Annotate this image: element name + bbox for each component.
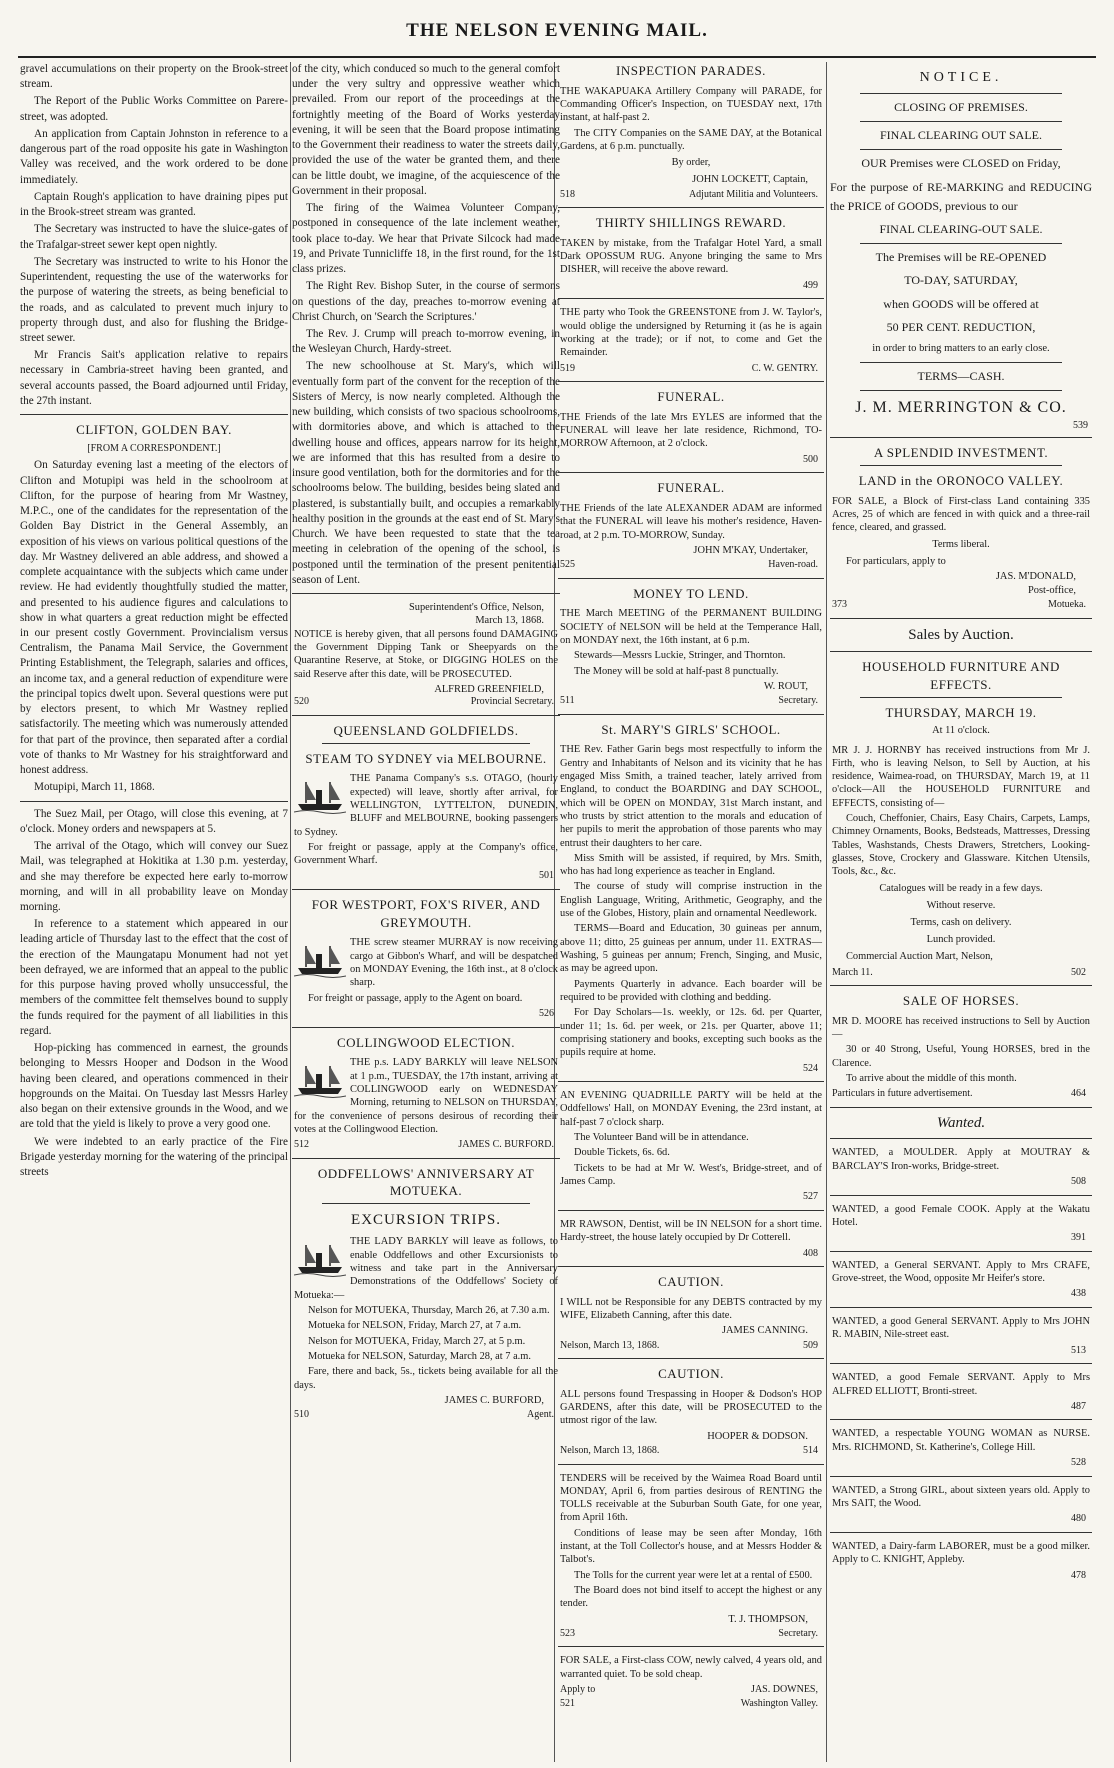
notice-line: CLOSING OF PREMISES. <box>894 100 1028 115</box>
signature-title: Post-office, <box>1027 585 1076 597</box>
advert-heading: EXCURSION TRIPS. <box>351 1212 501 1229</box>
advert-footer <box>832 1231 1090 1245</box>
notice-title: NOTICE. <box>919 70 1003 85</box>
paragraph: of the city, which conduced so much to the general comfort under the very sultry and oppressive weather which prevailed. From our report of the proceedings at the fortnightly meeting of the Board of Works yesterday evening, it will be seen that the Board propose intimating to the Government their readiness to water the streets daily, provided the use of the water be granted them, and there can be little doubt, we imagine, of the acquiescence of the Government in their proposal. <box>292 63 560 197</box>
advert-body: For freight or passage, apply at the Company's office, Government Wharf. <box>294 841 558 867</box>
info-line: Catalogues will be ready in a few days. <box>879 882 1043 894</box>
order-line: By order, <box>671 157 711 169</box>
masthead <box>0 0 1114 46</box>
advert-body: TAKEN by mistake, from the Trafalgar Hotel Yard, a small Dark OPOSSUM RUG. Anyone bringing the same to Mrs DISHER, will receive the above reward. <box>560 237 822 276</box>
paragraph: The Right Rev. Bishop Suter, in the course of sermons on questions of the day, preaches to-morrow evening at Christ Church, on 'Search the Scriptures.' <box>292 280 560 323</box>
paragraph: The Suez Mail, per Otago, will close this evening, at 7 o'clock. Money orders and newspapers at 5. <box>20 807 288 835</box>
advert-footer <box>832 1087 1090 1101</box>
advert-footer <box>832 966 1090 980</box>
signature-title: Secretary. <box>778 1627 818 1639</box>
advert-number: 539 <box>1073 419 1088 431</box>
info-line: Lunch provided. <box>926 934 996 946</box>
advert-number: 464 <box>1071 1088 1086 1100</box>
advert-footer <box>560 1697 822 1711</box>
advert-body: Couch, Cheffonier, Chairs, Easy Chairs, Carpets, Lamps, Chimney Ornaments, Books, Bedsteads, Mattresses, Dressing Tables, Washstands, Chests Drawers, Stretchers, Looking-glasses, Stove, Crockery and Glassware. Kitchen Utensils, Tools, &c., &c. <box>832 813 1090 878</box>
divider <box>292 1158 560 1159</box>
advert-body: NOTICE is hereby given, that all persons found DAMAGING the Government Dipping Tank or Sheepyards on the Quarantine Reserve, at Stoke, or DIGGING HOLES on the said Reserve after this date, will be PROSECUTED. <box>294 628 558 680</box>
signature-title: Adjutant Militia and Volunteers. <box>688 188 818 200</box>
advert-footer <box>560 1683 822 1697</box>
signature: HOOPER & DODSON. <box>707 1430 808 1442</box>
advert-number: 511 <box>560 695 575 707</box>
advert-footer <box>294 1007 558 1021</box>
divider <box>830 985 1092 986</box>
time-line: At 11 o'clock. <box>932 725 990 737</box>
advert-number: 519 <box>560 362 575 374</box>
signature-title: Agent. <box>527 1409 554 1421</box>
signature: JAMES C. BURFORD. <box>458 1139 554 1151</box>
paragraph: The Secretary was instructed to write to his Honor the Superintendent, requesting the use of the waterworks for the purpose of watering the streets, as being beneficial to the roads, and as calculated to prevent much injury to property through dust, and also for flushing the Bridge-street sewer. <box>20 255 288 344</box>
wanted-ad <box>830 1313 1092 1358</box>
date-line: Nelson, March 13, 1868. <box>560 1339 660 1351</box>
signature: JAMES C. BURFORD, <box>444 1394 544 1406</box>
advert-body: WANTED, a good General SERVANT. Apply to Mrs JOHN R. MABIN, Nile-street east. <box>832 1316 1090 1341</box>
divider <box>292 1027 560 1028</box>
divider <box>860 362 1062 363</box>
advert-footer <box>560 1627 822 1641</box>
date-line: March 11. <box>832 966 873 978</box>
divider <box>292 593 560 594</box>
advert-money <box>558 605 824 708</box>
advert-body: WANTED, a General SERVANT. Apply to Mrs CRAFE, Grove-street, the Wood, opposite Mr Heifer's store. <box>832 1259 1090 1285</box>
advert-body: THE screw steamer MURRAY is now receiving cargo at Gibbon's Wharf, and will be despatched on MONDAY Evening, the 16th inst., at 8 o'clock sharp. <box>350 937 558 989</box>
divider <box>558 1646 824 1647</box>
paragraph: Mr Francis Sait's application relative to repairs necessary in Cambria-street having been granted, and several accounts passed, the Board adjourned until Friday, the 27th instant. <box>20 349 288 407</box>
advert-number: 480 <box>1071 1513 1086 1525</box>
advert-body: THE p.s. LADY BARKLY will leave NELSON at 1 p.m., TUESDAY, the 17th instant, arriving at COLLINGWOOD early on WEDNESDAY Morning, returning to NELSON on THURSDAY, for the convenience of persons desirous of recording their votes at the Collingwood Election. <box>294 1057 558 1135</box>
advert-hornby <box>830 742 1092 981</box>
advert-number: 512 <box>294 1139 309 1151</box>
divider <box>830 1532 1092 1533</box>
advert-footer <box>294 1138 558 1152</box>
advert-footer <box>294 869 558 883</box>
advert-footer <box>832 1175 1090 1189</box>
steamship-icon <box>294 1058 346 1098</box>
wanted-ad <box>830 1369 1092 1414</box>
column-3 <box>558 62 824 1762</box>
advert-body: The Board does not bind itself to accept the highest or any tender. <box>560 1585 822 1610</box>
advert-caution-canning <box>558 1294 824 1353</box>
advert-heading: MONEY TO LEND. <box>633 585 749 601</box>
advert-otago <box>292 770 560 884</box>
signature-title: Haven-road. <box>768 559 818 571</box>
column-1 <box>20 62 288 1762</box>
advert-number: 408 <box>803 1247 818 1259</box>
signature: JAMES CANNING. <box>721 1325 808 1337</box>
advert-reward <box>558 235 824 294</box>
paragraph: In reference to a statement which appeared in our leading article of Thursday last to the effect that the cost of the erection of the Maungatapu Monument had not yet been defrayed, we are informed that an appeal to the public for this purpose having proved wholly unsuccessful, the members of the committee felt themselves bound to supply the funds required for the payment of all liabilities in this regard. <box>20 918 288 1037</box>
divider <box>292 889 560 890</box>
signature-title: Secretary. <box>778 695 818 707</box>
advert-number: 501 <box>539 870 554 882</box>
info-line: Terms, cash on delivery. <box>910 916 1012 928</box>
advert-funeral-eyles <box>558 409 824 468</box>
advert-body: To arrive about the middle of this month. <box>846 1073 1017 1085</box>
signature: C. W. GENTRY. <box>751 362 818 374</box>
wanted-ad <box>830 1482 1092 1527</box>
advert-number: 373 <box>832 599 847 611</box>
divider <box>558 1464 824 1465</box>
advert-number: 500 <box>803 453 818 465</box>
wanted-ad <box>830 1201 1092 1246</box>
advert-land <box>830 493 1092 613</box>
advert-body: Miss Smith will be assisted, if required, by Mrs. Smith, who has had long experience as teacher in England. <box>560 852 822 878</box>
signature: JOHN M'KAY, Undertaker, <box>693 544 808 556</box>
advert-body: THE Friends of the late Mrs EYLES are informed that the FUNERAL will leave her late residence, Richmond, TO-MORROW Afternoon, at 2 o'clock. <box>560 411 822 450</box>
divider <box>830 1195 1092 1196</box>
article-subheading: [FROM A CORRESPONDENT.] <box>87 442 221 454</box>
advert-heading: CAUTION. <box>658 1366 724 1382</box>
divider <box>860 93 1062 94</box>
section-heading: Sales by Auction. <box>908 626 1014 643</box>
advert-body: For particulars, apply to <box>846 555 946 567</box>
signature: JAS. DOWNES, <box>751 1683 818 1695</box>
advert-heading: STEAM TO SYDNEY via MELBOURNE. <box>305 750 547 766</box>
date-line: Nelson, March 13, 1868. <box>560 1444 660 1456</box>
advert-body: Tickets to be had at Mr W. West's, Bridge-street, and of James Camp. <box>560 1162 822 1187</box>
advert-body: THE LADY BARKLY will leave as follows, to enable Oddfellows and other Excursionists to witness and take part in the Anniversary Demonstrations of the Oddfellows' Society of Motueka:— <box>294 1236 558 1301</box>
advert-cow <box>558 1652 824 1711</box>
advert-heading: CAUTION. <box>658 1274 724 1290</box>
advert-body: The Money will be sold at half-past 8 punctually. <box>574 665 779 677</box>
office-line: Superintendent's Office, Nelson, <box>409 601 544 613</box>
advert-heading: THIRTY SHILLINGS REWARD. <box>595 215 787 231</box>
advert-heading: FUNERAL. <box>657 389 725 405</box>
advert-footer <box>832 1344 1090 1358</box>
advert-footer <box>832 1456 1090 1470</box>
advert-lady-barkly <box>292 1054 560 1152</box>
signature: W. ROUT, <box>763 680 808 692</box>
paragraph: The new schoolhouse at St. Mary's, which will eventually form part of the convent for the reception of the Sisters of Mercy, is now nearly completed. Although the new building, which consists of two spacious schoolrooms, with dormitories above, and which is attached to the dwelling house and offices, appears narrow for its height, we are informed that this has resulted from a desire to insure good ventilation, both for the dormitories and for the schoolrooms below. The building, besides being slated and plastered, is substantially built, and occupies a remarkably healthy position in the grounds at the east end of St. Mary's Church. We have been requested to state that the tea meeting in celebration of the opening of the school, is postponed until the termination of the present penitential season of Lent. <box>292 360 560 586</box>
advert-body: WANTED, a respectable YOUNG WOMAN as NURSE. Mrs. RICHMOND, St. Katherine's, College Hill. <box>832 1428 1090 1453</box>
wanted-ad <box>830 1257 1092 1302</box>
advert-number: 523 <box>560 1627 575 1639</box>
advert-footer <box>832 598 1090 612</box>
advert-body: The course of study will comprise instruction in the English Language, Writing, Arithmetic, Geography, and the use of the Globes, History, plain and ornamental Needlework. <box>560 881 822 920</box>
advert-body: THE Rev. Father Garin begs most respectfully to inform the Gentry and Inhabitants of Nelson and its vicinity that he has engaged Miss Smith, a trained teacher, lately arrived from England, to conduct the BOARDING and DAY SCHOOL, which will be OPEN on MONDAY, 31st March instant, and who trusts by strict attention to the morals and education of her pupils to merit the approbation of those parents who may entrust their daughters to her care. <box>560 744 822 849</box>
info-line: Without reserve. <box>926 899 996 911</box>
divider <box>860 121 1062 122</box>
advert-footer <box>560 188 822 202</box>
advert-body: THE party who Took the GREENSTONE from J. W. Taylor's, would oblige the undersigned by Returning it (as he is again working at the trade); or if not, to come and Get the Remainder. <box>560 307 822 359</box>
advert-body: Particulars in future advertisement. <box>832 1088 973 1100</box>
notice-line: TERMS—CASH. <box>917 368 1005 383</box>
wanted-ad <box>830 1538 1092 1583</box>
advert-number: 508 <box>1071 1175 1086 1187</box>
divider <box>830 651 1092 652</box>
advert-heading: St. MARY'S GIRLS' SCHOOL. <box>601 721 781 737</box>
advert-number: 438 <box>1071 1288 1086 1300</box>
advert-heading: A SPLENDID INVESTMENT. <box>873 445 1049 461</box>
signature-title: Washington Valley. <box>740 1697 818 1709</box>
advert-body: I WILL not be Responsible for any DEBTS contracted by my WIFE, Elizabeth Canning, after this date. <box>560 1296 822 1322</box>
advert-number: 524 <box>803 1062 818 1074</box>
paragraph: The firing of the Waimea Volunteer Company, postponed in consequence of the late inclement weather, took place to-day. We hear that Private Silcock had made 19, and Private Tunnicliffe 18, in the first round, for the 1st class prizes. <box>292 202 560 276</box>
advert-body: WANTED, a Strong GIRL, about sixteen years old. Apply to Mrs SAIT, the Wood. <box>832 1484 1090 1509</box>
advert-number: 525 <box>560 559 575 571</box>
paragraph: The Report of the Public Works Committee on Parere-street, was adopted. <box>20 95 288 123</box>
paragraph: The Rev. J. Crump will preach to-morrow evening, in the Wesleyan Church, Hardy-street. <box>292 327 560 356</box>
advert-heading: SALE OF HORSES. <box>902 993 1020 1009</box>
advert-footer <box>832 1512 1090 1526</box>
advert-heading: ODDFELLOWS' ANNIVERSARY AT MOTUEKA. <box>317 1165 535 1199</box>
column-divider <box>826 62 827 1762</box>
column-divider <box>290 62 291 1762</box>
paragraph: gravel accumulations on their property on the Brook-street stream. <box>20 63 288 91</box>
signature: T. J. THOMPSON, <box>728 1613 808 1625</box>
divider <box>558 1210 824 1211</box>
advert-footer <box>294 696 558 709</box>
divider <box>558 714 824 715</box>
divider <box>860 243 1062 244</box>
terms-line: Terms liberal. <box>932 538 990 550</box>
advert-number: 526 <box>539 1007 554 1019</box>
notice-line: TO-DAY, SATURDAY, <box>904 273 1018 288</box>
advert-inspection <box>558 83 824 202</box>
advert-st-marys <box>558 741 824 1076</box>
trip-line: Nelson for MOTUEKA, Thursday, March 26, at 7.30 a.m. <box>308 1305 550 1317</box>
advert-excursion <box>292 1233 560 1422</box>
advert-horses <box>830 1013 1092 1102</box>
advert-body: For Day Scholars—1s. weekly, or 12s. 6d. per Quarter, under 11; 1s. 6d. per week, or 21s. per Quarter, above 11; comprising stationery and books, excepting such books as the pupils require at home. <box>560 1007 822 1059</box>
advert-body: MR RAWSON, Dentist, will be IN NELSON for a short time. Hardy-street, the house lately occupied by Dr Cotterell. <box>560 1218 822 1244</box>
advert-heading: HOUSEHOLD FURNITURE AND EFFECTS. <box>862 659 1060 693</box>
advert-footer <box>830 419 1092 433</box>
advert-number: 521 <box>560 1697 575 1709</box>
signature-title: Motueka. <box>1047 599 1086 611</box>
divider <box>830 1138 1092 1139</box>
advert-body: ALL persons found Trespassing in Hooper & Dodson's HOP GARDENS, after this date, will be PROSECUTED to the utmost rigor of the law. <box>560 1388 822 1427</box>
signature: JAS. M'DONALD, <box>995 571 1076 583</box>
divider <box>830 1307 1092 1308</box>
advert-funeral-adam <box>558 500 824 573</box>
divider <box>322 743 530 744</box>
advert-body: Commercial Auction Mart, Nelson, <box>846 951 993 963</box>
advert-murray <box>292 934 560 1021</box>
fare-line: Fare, there and back, 5s., tickets being available for all the days. <box>294 1366 558 1391</box>
divider <box>860 390 1062 391</box>
notice-line: in order to bring matters to an early close. <box>872 342 1050 354</box>
steamship-icon <box>294 938 346 978</box>
advert-body: 30 or 40 Strong, Useful, Young HORSES, bred in the Clarence. <box>832 1044 1090 1069</box>
column-4 <box>830 62 1092 1762</box>
divider <box>830 1107 1092 1108</box>
advert-footer <box>560 558 822 572</box>
divider <box>558 298 824 299</box>
column-2 <box>292 62 560 1762</box>
advert-footer <box>560 1062 822 1076</box>
notice-line: 50 PER CENT. REDUCTION, <box>886 319 1036 334</box>
advert-number: 391 <box>1071 1232 1086 1244</box>
divider <box>558 578 824 579</box>
advert-number: 510 <box>294 1409 309 1421</box>
divider <box>292 715 560 716</box>
divider <box>860 697 1062 698</box>
paragraph: Hop-picking has commenced in earnest, the grounds belonging to Messrs Hooper and Dodson in the Wood having been cleared, and operations commenced in their hopgrounds on the Maitai. On Tuesday last Messrs Harley also began on their extensive grounds in the Wood, and we are told that the yield is likely to prove a very good one. <box>20 1042 288 1131</box>
advert-greenstone <box>558 304 824 376</box>
advert-body: For freight or passage, apply to the Agent on board. <box>308 992 523 1004</box>
advert-body: THE Friends of the late ALEXANDER ADAM are informed that the FUNERAL will leave his mother's residence, Haven-road, at 2 p.m. TO-MORROW, Sunday. <box>560 503 822 541</box>
divider <box>558 1081 824 1082</box>
divider <box>830 1419 1092 1420</box>
advert-body: Stewards—Messrs Luckie, Stringer, and Thornton. <box>574 650 786 662</box>
advert-body: TENDERS will be received by the Waimea Road Board until MONDAY, April 6, from parties desirous of RENTING the TOLLS receivable at the Suburban South Gate, for one year, from April 16th. <box>560 1472 822 1524</box>
advert-heading: FUNERAL. <box>657 480 725 496</box>
advert-footer <box>294 1408 558 1422</box>
notice-line: The Premises will be RE-OPENED <box>875 250 1047 265</box>
advert-heading: THURSDAY, MARCH 19. <box>885 704 1037 720</box>
advert-number: 487 <box>1071 1400 1086 1412</box>
advert-footer <box>560 1190 822 1204</box>
merchant-name: J. M. MERRINGTON & CO. <box>855 399 1067 417</box>
advert-footer <box>832 1569 1090 1583</box>
divider <box>860 149 1062 150</box>
advert-body: THE Panama Company's s.s. OTAGO, (hourly expected) will leave, shortly after arrival, for WELLINGTON, LYTTELTON, DUNEDIN, BLUFF and MELBOURNE, booking passengers to Sydney. <box>294 773 558 838</box>
trip-line: Motueka for NELSON, Friday, March 27, at 7 a.m. <box>308 1320 522 1332</box>
divider <box>830 1363 1092 1364</box>
divider <box>322 1203 530 1204</box>
advert-number: 478 <box>1071 1569 1086 1581</box>
advert-heading: QUEENSLAND GOLDFIELDS. <box>333 722 519 738</box>
advert-body: The Tolls for the current year were let at a rental of £500. <box>574 1569 813 1581</box>
date-line: March 13, 1868. <box>475 615 544 627</box>
divider <box>558 381 824 382</box>
advert-body: The CITY Companies on the SAME DAY, at the Botanical Gardens, at 6 p.m. punctually. <box>560 127 822 152</box>
divider <box>558 472 824 473</box>
advert-footer <box>560 453 822 467</box>
paragraph: The arrival of the Otago, which will convey our Suez Mail, was telegraphed at Hokitika at 1.30 p.m. yesterday, and she may therefore be expected here early to-morrow morning, and will in all probability leave on Monday morning. <box>20 840 288 913</box>
advert-footer <box>560 279 822 293</box>
paragraph: An application from Captain Johnston in reference to a dangerous part of the road opposite his gate in Washington Valley was received, and the work ordered to be done immediately. <box>20 127 288 186</box>
advert-caution-hooper <box>558 1386 824 1459</box>
advert-body: THE March MEETING of the PERMANENT BUILDING SOCIETY of NELSON will be held at the Temperance Hall, on MONDAY next, the 16th instant, at 6 p.m. <box>560 608 822 646</box>
advert-body: Payments Quarterly in advance. Each boarder will be required to be provided with clothing and bedding. <box>560 978 822 1003</box>
advert-footer <box>560 1339 822 1353</box>
advert-number: 528 <box>1071 1457 1086 1469</box>
advert-body: MR J. J. HORNBY has received instructions from Mr J. Firth, who is leaving Nelson, to Sell by Auction, at his residence, Waimea-road, on THURSDAY, March 19, at 11 o'clock—All the HOUSEHOLD FURNITURE and EFFECTS, consisting of— <box>832 744 1090 809</box>
steamship-icon <box>294 1237 346 1277</box>
advert-heading: LAND in the ORONOCO VALLEY. <box>858 473 1064 489</box>
advert-notice <box>292 599 560 710</box>
advert-body: FOR SALE, a Block of First-class Land containing 335 Acres, 25 of which are fenced in with quick and a three-rail fence, cleared, and grassed. <box>832 495 1090 534</box>
advert-number: 527 <box>803 1191 818 1203</box>
article-heading: CLIFTON, GOLDEN BAY. <box>76 422 232 438</box>
advert-heading: COLLINGWOOD ELECTION. <box>336 1034 516 1050</box>
notice-line: when GOODS will be offered at <box>883 296 1039 311</box>
advert-footer <box>560 1247 822 1261</box>
advert-number: 509 <box>803 1339 818 1351</box>
advert-body: The Volunteer Band will be in attendance. <box>574 1132 749 1144</box>
notice-line: For the purpose of RE-MARKING and REDUCING the PRICE of GOODS, previous to our <box>830 179 1092 213</box>
notice-line: FINAL CLEARING OUT SALE. <box>880 128 1042 143</box>
top-rule <box>18 56 1096 58</box>
wanted-ad <box>830 1144 1092 1189</box>
advert-quadrille <box>558 1087 824 1205</box>
advert-number: 502 <box>1071 966 1086 978</box>
advert-body: WANTED, a Dairy-farm LABORER, must be a good milker. Apply to C. KNIGHT, Appleby. <box>832 1540 1090 1566</box>
steamship-icon <box>294 774 346 814</box>
advert-heading: FOR WESTPORT, FOX'S RIVER, AND GREYMOUTH. <box>311 897 541 930</box>
advert-body: WANTED, a good Female SERVANT. Apply to Mrs ALFRED ELLIOTT, Bronti-street. <box>832 1372 1090 1397</box>
section-heading: Wanted. <box>936 1114 986 1131</box>
advert-body: THE WAKAPUAKA Artillery Company will PARADE, for Commanding Officer's Inspection, on TUESDAY next, 17th instant, at half-past 2. <box>560 85 822 124</box>
notice-line: FINAL CLEARING-OUT SALE. <box>879 221 1043 236</box>
advert-number: 513 <box>1071 1344 1086 1356</box>
advert-body: TERMS—Board and Education, 30 guineas per annum, above 11; ditto, 25 guineas per annum, under 11. EXTRAS—Washing, 5 guineas per annum; French, Singing, and Music, as may be agreed upon. <box>560 923 822 975</box>
advert-number: 520 <box>294 696 309 708</box>
dateline: Motupipi, March 11, 1868. <box>34 781 155 794</box>
divider <box>830 437 1092 438</box>
advert-body: WANTED, a MOULDER. Apply at MOUTRAY & BARCLAY'S Iron-works, Bridge-street. <box>832 1147 1090 1172</box>
advert-footer <box>560 362 822 376</box>
divider <box>830 1251 1092 1252</box>
advert-body: WANTED, a good Female COOK. Apply at the Wakatu Hotel. <box>832 1203 1090 1228</box>
apply-line: Apply to <box>560 1683 596 1695</box>
advert-heading: INSPECTION PARADES. <box>616 63 766 78</box>
divider <box>558 207 824 208</box>
advert-number: 514 <box>803 1444 818 1456</box>
divider <box>558 1266 824 1267</box>
advert-tenders <box>558 1470 824 1642</box>
advert-body: AN EVENING QUADRILLE PARTY will be held at the Oddfellows' Hall, on MONDAY Evening, the 23rd instant, at half-past 7 o'clock sharp. <box>560 1090 822 1128</box>
paragraph: On Saturday evening last a meeting of the electors of Clifton and Motupipi was held in the schoolroom at Clifton, for the purpose of hearing from Mr Wastney, M.P.C., one of the candidates for the representation of the Golden Bay District in the General Assembly, an exposition of his views on various political questions of the day. Mr Wastney delivered an able address, and showed a complete acquaintance with the subjects which came under review. He had evidently thoughtfully studied the matter, and presented to his audience figures and calculations to show in what quarters a great reduction might be effected in our present costly Government. Provincialism versus Centralism, the Panama Mail Service, the Government Printing Establishment, the Telegraph, salaries and offices, an income tax, and a general reduction of expenditure were the principal topics dwelt upon. Several questions were put by electors present, to which Mr Wastney replied satisfactorily. The meeting which was numerously attended for that part of the province, then separated after a cordial vote of thanks to Mr Wastney for his straightforward and honest address. <box>20 459 288 777</box>
divider <box>20 414 288 415</box>
newspaper-title: THE NELSON EVENING MAIL. <box>406 20 708 41</box>
signature: JOHN LOCKETT, Captain, <box>692 174 808 186</box>
advert-body: MR D. MOORE has received instructions to Sell by Auction— <box>832 1015 1090 1041</box>
trip-line: Motueka for NELSON, Saturday, March 28, at 7 a.m. <box>308 1350 531 1362</box>
advert-body: FOR SALE, a First-class COW, newly calved, 4 years old, and warranted quiet. To be sold cheap. <box>560 1655 822 1680</box>
advert-footer <box>832 1287 1090 1301</box>
trip-line: Nelson for MOTUEKA, Friday, March 27, at 5 p.m. <box>308 1335 526 1347</box>
advert-number: 499 <box>803 279 818 291</box>
signature-title: Provincial Secretary. <box>470 696 554 708</box>
advert-footer <box>560 694 822 708</box>
advert-body: Double Tickets, 6s. 6d. <box>574 1147 670 1159</box>
advert-number: 518 <box>560 188 575 200</box>
paragraph: We were indebted to an early practice of the Fire Brigade yesterday morning for the watering of the principal streets <box>20 1135 288 1178</box>
wanted-ad <box>830 1425 1092 1470</box>
paragraph: Captain Rough's application to have draining pipes put in the Brook-street stream was granted. <box>20 190 288 219</box>
signature: ALFRED GREENFIELD, <box>434 683 544 695</box>
advert-footer <box>832 1400 1090 1414</box>
advert-footer <box>560 1444 822 1458</box>
paragraph: The Secretary was instructed to have the sluice-gates of the Trafalgar-street sewer kept open nightly. <box>20 223 288 251</box>
notice-line: OUR Premises were CLOSED on Friday, <box>861 156 1061 171</box>
divider <box>860 465 1062 466</box>
divider <box>558 1358 824 1359</box>
advert-body: Conditions of lease may be seen after Monday, 16th instant, at the Toll Collector's house, and at Messrs Hodder & Talbot's. <box>560 1527 822 1566</box>
divider <box>830 1476 1092 1477</box>
divider <box>830 618 1092 619</box>
divider <box>20 801 288 802</box>
advert-rawson <box>558 1216 824 1261</box>
